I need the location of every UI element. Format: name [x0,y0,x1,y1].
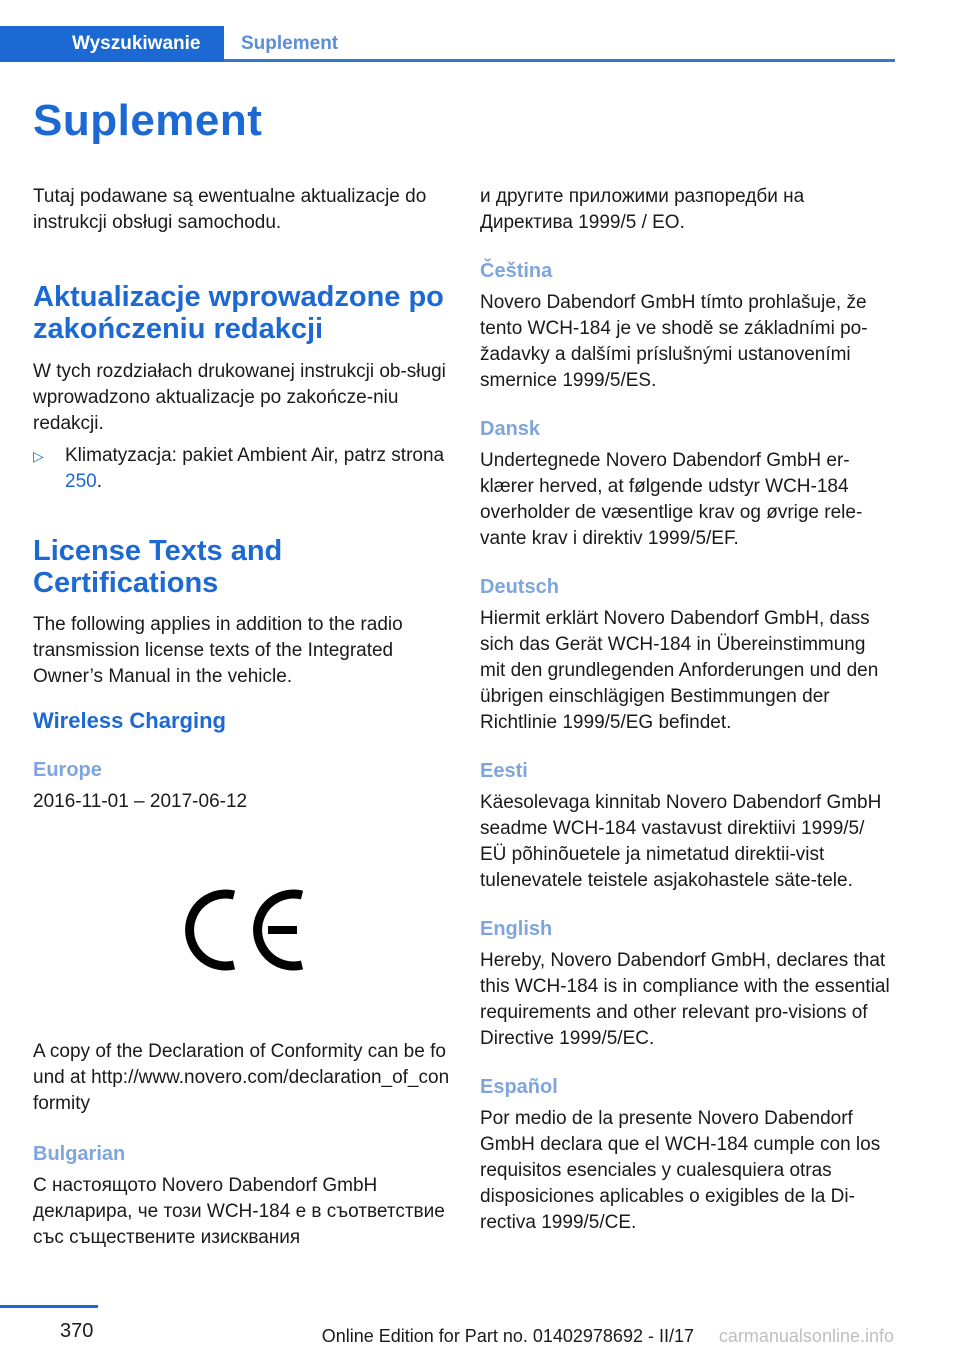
heading-espanol: Español [480,1076,558,1098]
cestina-text: Novero Dabendorf GmbH tímto prohlašuje, že tento WCH-184 je ve shodě se základními po-žadavky a dalšími príslušnými ustanoveními smernice 1999/5/ES. [480,292,868,391]
list-item-text: Klimatyzacja: pakiet Ambient Air, patrz strona 250. [65,445,445,492]
left-column [33,184,453,1251]
ce-mark-container [33,815,453,1045]
heading-eesti: Eesti [480,760,528,782]
page-link[interactable]: 250 [65,471,97,492]
header-tabs [0,26,895,62]
watermark-text: carmanualsonline.info [718,1326,894,1346]
heading-wireless: Wireless Charging [33,708,226,733]
espanol-text: Por medio de la presente Novero Dabendorf GmbH declara que el WCH-184 cumple con los requisitos esenciales y cualesquiera otras disposiciones aplicables o exigibles de la Di-rectiva 1999/5/CE. [480,1108,881,1233]
footer-divider [0,1305,98,1308]
list-item [33,443,453,495]
english-text: Hereby, Novero Dabendorf GmbH, declares that this WCH-184 is in compliance with the essential requirements and other relevant pro-visions of Directive 1999/5/EC. [480,950,890,1049]
heading-cestina: Čeština [480,260,553,282]
heading-dansk: Dansk [480,418,541,440]
dansk-text: Undertegnede Novero Dabendorf GmbH er-klærer herved, at følgende udstyr WCH-184 overholder de væsentlige krav og øvrige rele-vante krav i direktiv 1999/5/EF. [480,450,863,549]
date-range: 2016-11-01 – 2017-06-12 [33,791,248,812]
ce-mark-icon [178,885,308,975]
deutsch-text: Hiermit erklärt Novero Dabendorf GmbH, dass sich das Gerät WCH-184 in Übereinstimmung mit den grundlegenden Anforderungen und den übrigen einschlägigen Bestimmungen der Richtlinie 1999/5/EG befindet. [480,608,879,733]
intro-text: Tutaj podawane są ewentualne aktualizacje do instrukcji obsługi samochodu. [33,186,427,233]
edition-note: Online Edition for Part no. 01402978692 - II/17 [321,1326,694,1346]
bulgarian-text-continued: и другите приложими разпоредби на Директива 1999/5 / ЕО. [480,186,805,233]
heading-english: English [480,918,553,940]
heading-deutsch: Deutsch [480,576,559,598]
page-title: Suplement [33,96,263,145]
bulgarian-text: С настоящото Novero Dabendorf GmbH декларира, че този WCH-184 е в съответствие със съществените изисквания [33,1175,445,1248]
declaration-copy-text: A copy of the Declaration of Conformity can be found at http://www.novero.com/declaration_of_conformity [33,1041,450,1114]
heading-europe: Europe [33,759,102,781]
page-number: 370 [60,1320,94,1342]
triangle-bullet-icon: ▷ [33,448,44,464]
heading-updates: Aktualizacje wprowadzone po zakończeniu redakcji [33,281,444,345]
heading-bulgarian: Bulgarian [33,1143,126,1165]
license-text: The following applies in addition to the radio transmission license texts of the Integrated Owner’s Manual in the vehicle. [33,614,403,687]
tab-supplement[interactable]: Suplement [241,33,339,54]
updates-text: W tych rozdziałach drukowanej instrukcji ob-sługi wprowadzono aktualizacje po zakończe-niu redakcji. [33,361,446,434]
tab-underline [224,59,895,62]
tab-search[interactable]: Wyszukiwanie [0,26,224,62]
heading-license: License Texts and Certifications [33,535,283,599]
eesti-text: Käesolevaga kinnitab Novero Dabendorf GmbH seadme WCH-184 vastavust direktiivi 1999/5/ EÜ põhinõuetele ja nimetatud direktii-vist tulenevatele teistele asjakohastele säte-tele. [480,792,882,891]
right-column [480,184,895,1236]
